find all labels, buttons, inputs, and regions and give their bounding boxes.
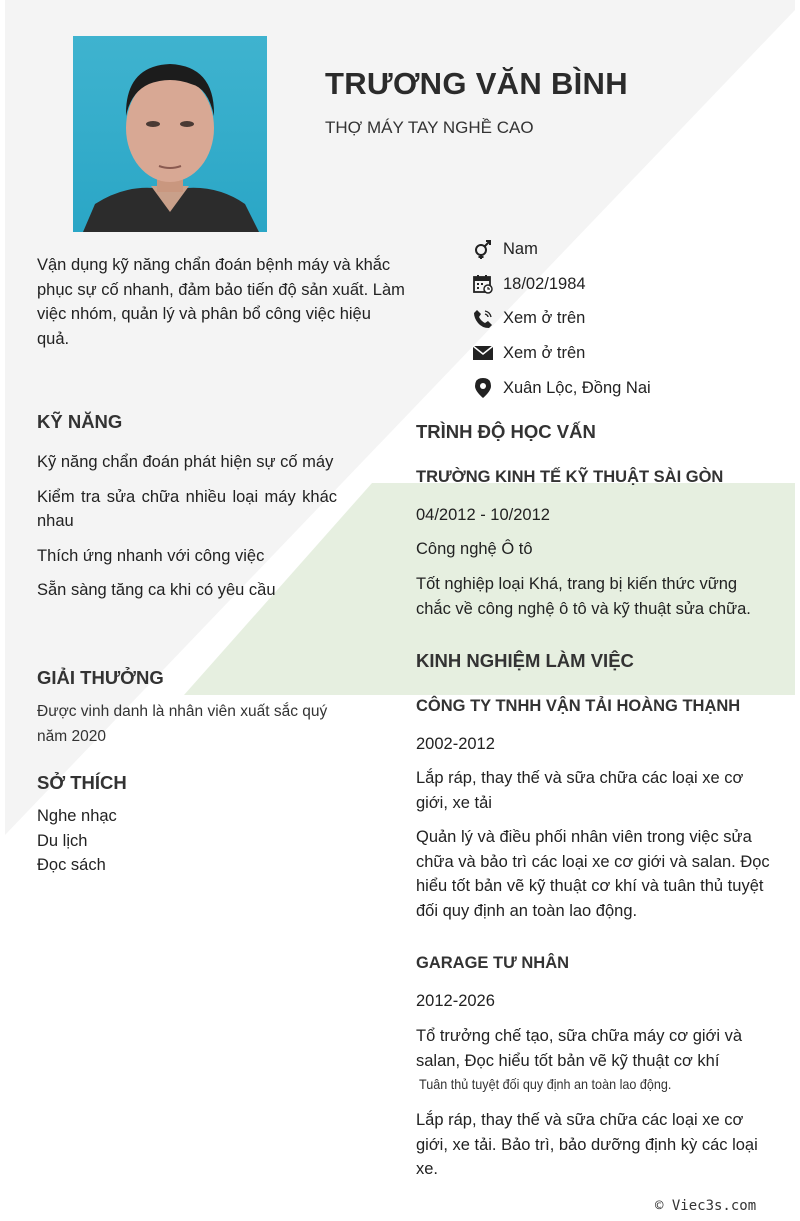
job-description: Lắp ráp, thay thế và sữa chữa các loại xe cơ giới, xe tải. Bảo trì, bảo dưỡng định kỳ các loại xe. <box>416 1111 758 1178</box>
education-major: Công nghệ Ô tô <box>416 540 533 558</box>
gender-text: Nam <box>503 239 538 258</box>
hobbies-list <box>37 804 117 878</box>
email-text: Xem ở trên <box>503 343 586 362</box>
hobby-item: Nghe nhạc <box>37 807 117 825</box>
footer-watermark: © Viec3s.com <box>655 1198 757 1214</box>
hobby-item: Đọc sách <box>37 856 106 874</box>
education-description: Tốt nghiệp loại Khá, trang bị kiến thức vững chắc về công nghệ ô tô và kỹ thuật sửa chữa. <box>416 575 751 618</box>
birthday-text: 18/02/1984 <box>503 274 586 293</box>
gender-icon <box>472 238 494 260</box>
contact-gender <box>472 232 772 267</box>
education-heading: TRÌNH ĐỘ HỌC VẤN <box>416 421 596 442</box>
contact-email <box>472 336 772 371</box>
contact-info <box>472 232 772 405</box>
education-period: 04/2012 - 10/2012 <box>416 506 550 524</box>
award-text: Được vinh danh là nhân viên xuất sắc quý năm 2020 <box>37 703 328 745</box>
contact-address <box>472 371 772 406</box>
skills-heading: KỸ NĂNG <box>37 411 123 432</box>
job-description: Lắp ráp, thay thế và sữa chữa các loại xe cơ giới, xe tải <box>416 769 744 812</box>
experience-heading: KINH NGHIỆM LÀM VIỆC <box>416 650 634 671</box>
skills-list <box>37 450 337 613</box>
skill-item: Kiểm tra sửa chữa nhiều loại máy khác nhau <box>37 487 337 530</box>
profile-photo <box>73 36 267 232</box>
hobby-item: Du lịch <box>37 831 88 850</box>
hobbies-heading: SỞ THÍCH <box>37 772 127 793</box>
awards-heading: GIẢI THƯỞNG <box>37 667 164 688</box>
job-company: GARAGE TƯ NHÂN <box>416 954 570 972</box>
job-period: 2012-2026 <box>416 992 495 1010</box>
job-period: 2002-2012 <box>416 735 495 753</box>
mail-icon <box>472 342 494 364</box>
contact-phone <box>472 301 772 336</box>
career-summary: Vận dụng kỹ năng chẩn đoán bệnh máy và khắc phục sự cố nhanh, đảm bảo tiến độ sản xuất. Làm việc nhóm, quản lý và phân bổ công việc hiệu quả. <box>37 256 405 348</box>
job-description: Tổ trưởng chế tạo, sữa chữa máy cơ giới và salan, Đọc hiểu tốt bản vẽ kỹ thuật cơ khí <box>416 1027 743 1070</box>
skill-item: Thích ứng nhanh với công việc <box>37 546 265 565</box>
job-description: Quản lý và điều phối nhân viên trong việc sửa chữa và bảo trì các loại xe cơ giới và salan. Đọc hiểu tốt bản vẽ kỹ thuật cơ khí và tuân thủ tuyệt đối quy định an toàn lao động. <box>416 828 770 920</box>
candidate-name: TRƯƠNG VĂN BÌNH <box>325 66 628 101</box>
skill-item: Kỹ năng chẩn đoán phát hiện sự cố máy <box>37 453 334 471</box>
address-text: Xuân Lộc, Đồng Nai <box>503 378 651 397</box>
job-description-small: Tuân thủ tuyệt đối quy định an toàn lao động. <box>419 1076 672 1092</box>
location-pin-icon <box>472 377 494 399</box>
skill-item: Sẵn sàng tăng ca khi có yêu cầu <box>37 581 276 599</box>
contact-birthday <box>472 267 772 302</box>
job-title: THỢ MÁY TAY NGHỀ CAO <box>325 118 534 137</box>
education-school: TRƯỜNG KINH TẾ KỸ THUẬT SÀI GÒN <box>416 468 724 486</box>
phone-icon <box>472 308 494 330</box>
calendar-icon <box>472 273 494 295</box>
phone-text: Xem ở trên <box>503 309 586 328</box>
job-company: CÔNG TY TNHH VẬN TẢI HOÀNG THẠNH <box>416 697 741 715</box>
